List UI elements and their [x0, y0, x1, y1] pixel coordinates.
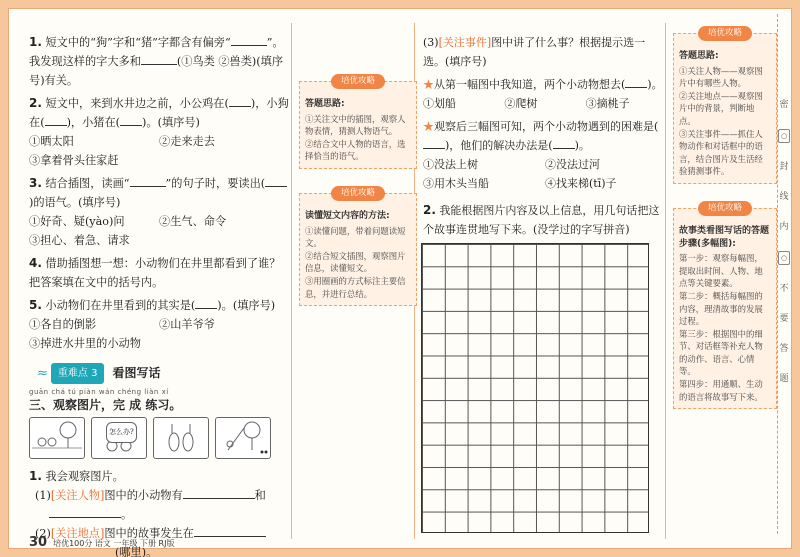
answer-blank[interactable] — [231, 34, 267, 46]
speech-bubble: 怎么办? — [106, 422, 137, 443]
wave-icon: ≈ — [37, 366, 48, 381]
answer-blank[interactable] — [265, 175, 287, 187]
answer-blank[interactable] — [229, 95, 251, 107]
picture-strip — [29, 417, 289, 459]
answer-blank[interactable] — [195, 297, 217, 309]
answer-blank[interactable] — [45, 114, 67, 126]
options: ①好奇、疑(yào)问 ②生气、命令 — [29, 215, 227, 228]
item-3: (3)[关注事件]图中讲了什么事？根据提示选一选。(填序号) — [423, 36, 646, 68]
story-picture-2 — [91, 417, 147, 459]
page-footer: 30 培优100分 语文 一年级 下册 RJ版 — [29, 535, 175, 550]
answer-blank[interactable] — [625, 76, 647, 88]
tip-box: 培优攻略 故事类看图写话的答题步骤(多幅图): 第一步：观察每幅图，提取出时间、人物、地点等关键要素。 第二步：概括每幅图的内容，理清故事的发展过程。 第三步：根据图中的细节、对话框等补充人物的动作、语言、心情等。 第四步：用通顺、生动的语言将故事写下来。 — [673, 208, 777, 409]
answer-blank[interactable] — [194, 525, 266, 537]
options: ①没法上树 ②没法过河 — [423, 158, 600, 171]
tip-box: 培优攻略 答题思路: ①关注文中的插图，观察人物表情，猜测人物语气。 ②结合文中人物的语言，选择恰当的语气。 — [299, 81, 417, 169]
section-heading: ≈ 重难点 3 看图写话 — [29, 363, 289, 384]
sub-question-1: 1. 我会观察图片。 (1)[关注人物]图中的小动物有 和 。 (2)[关注地点]图中的故事发生在 (哪里)。 — [29, 467, 289, 557]
story-picture-3 — [153, 417, 209, 459]
rabbits-icon — [154, 418, 208, 458]
question-2-writing: 2. 我能根据图片内容及以上信息，用几句话把这个故事连贯地写下来。(没学过的字写拼音) — [423, 203, 660, 236]
left-column — [29, 33, 289, 557]
star-question-1: ★从第一幅图中我知道，两个小动物想去( )。 ①划船 ②爬树 ③摘桃子 — [423, 75, 667, 113]
answer-blank[interactable] — [423, 137, 445, 149]
item-1: (1)[关注人物]图中的小动物有 和 。 — [35, 489, 266, 521]
right-tips-column — [673, 28, 777, 433]
question-5: 5. 小动物们在井里看到的其实是( )。(填序号) ①各自的倒影 ②山羊爷爷 ③掉进水井里的小动物 — [29, 296, 289, 353]
star-question-2: ★观察后三幅图可知，两个小动物遇到的困难是()，他们的解决办法是( )。 ①没法上树 ②没法过河 ③用木头当船 ④找来梯(tī)子 — [423, 117, 667, 193]
question-3: 3. 结合插图，读画“ ”的句子时，要读出()的语气。(填序号) ①好奇、疑(yào)问 ②生气、命令 ③担心、着急、请求 — [29, 174, 289, 250]
item-2: (2)[关注地点]图中的故事发生在 (哪里)。 — [29, 524, 289, 557]
page-number: 30 — [29, 535, 48, 550]
right-column — [423, 33, 667, 243]
question-1: 1. 短文中的“狗”字和“猪”字都含有偏旁“ ”。我发现这样的字大多和 (①鸟类 ②兽类)(填序号)有关。 — [29, 35, 284, 87]
part-three-title: 三、观察图片，完 成 练习。 — [29, 398, 182, 412]
answer-blank[interactable] — [183, 487, 255, 499]
tip-box: 培优攻略 答题思路: ①关注人物——观察图片中有哪些人物。 ②关注地点——观察图片中的背景，判断地点。 ③关注事件——抓住人物动作和对话框中的语言，结合图片及生活经验猜测事件。 — [673, 33, 777, 184]
question-2: 2. 短文中，来到水井边之前，小公鸡在( )，小狗在( )，小猪在( )。(填序号) ①晒太阳 ②走来走去 ③拿着骨头往家赶 — [29, 96, 289, 167]
worksheet-page — [8, 8, 792, 557]
answer-blank[interactable] — [130, 175, 166, 187]
pinyin-line: guān chá tú piàn wán chéng liàn xí — [29, 388, 169, 396]
seal-line-text: 密 ○ 封 线 内 ○ 不 要 答 题 — [779, 100, 789, 384]
story-picture-4 — [215, 417, 271, 459]
column-divider — [291, 23, 292, 539]
writing-grid[interactable] — [421, 243, 649, 533]
options: ①各自的倒影 ②山羊爷爷 — [29, 318, 215, 331]
seal-mark: ○ — [778, 251, 790, 265]
tree-ladder-icon — [216, 418, 270, 458]
section-badge: 重难点 3 — [51, 363, 105, 384]
seal-mark: ○ — [778, 129, 790, 143]
options: ③用木头当船 ④找来梯(tī)子 — [423, 177, 617, 190]
middle-tips-column — [299, 76, 417, 330]
star-icon: ★ — [423, 78, 434, 91]
answer-blank[interactable] — [120, 114, 142, 126]
answer-blank[interactable] — [141, 53, 177, 65]
options: ①划船 ②爬树 ③摘桃子 — [423, 97, 630, 110]
answer-blank[interactable] — [553, 137, 575, 149]
story-picture-1 — [29, 417, 85, 459]
star-icon: ★ — [423, 120, 434, 133]
tree-river-icon — [30, 418, 84, 458]
question-4: 4. 借助插图想一想：小动物们在井里都看到了谁？把答案填在文中的括号内。 — [29, 256, 281, 289]
tip-box: 培优攻略 读懂短文内容的方法: ①读懂问题，带着问题读短文。 ②结合短文插图，观察图片信息，读懂短文。 ③用圈画的方式标注主要信息，并进行总结。 — [299, 193, 417, 306]
options: ①晒太阳 ②走来走去 — [29, 135, 215, 148]
answer-blank[interactable] — [49, 506, 121, 518]
